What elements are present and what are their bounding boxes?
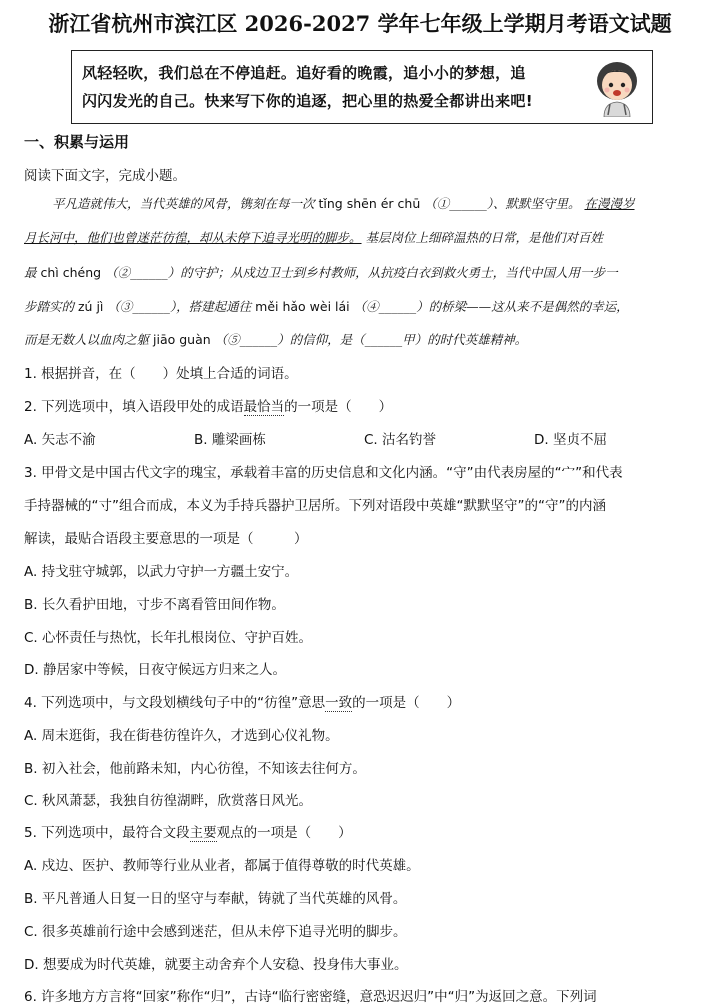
option-d[interactable]: D. 坚贞不屈 <box>534 432 607 448</box>
pinyin: chì chéng <box>40 265 102 280</box>
passage-line: 平凡造就伟大，当代英雄的风骨，镌刻在每一次 tǐng shēn ér chū （①______）、默默坚守里。 在漫漫岁 <box>52 196 635 211</box>
option-a[interactable]: A. 周末逛街，我在街巷彷徨许久，才选到心仪礼物。 <box>24 728 339 744</box>
motto-box <box>71 50 653 124</box>
option-a[interactable]: A. 戍边、医护、教师等行业从业者，都属于值得尊敬的时代英雄。 <box>24 858 420 874</box>
pinyin: tǐng shēn ér chū <box>318 196 421 211</box>
underlined-sentence: 月长河中，他们也曾迷茫彷徨，却从未停下追寻光明的脚步。 <box>24 230 362 245</box>
question-3-line: 3. 甲骨文是中国古代文字的瑰宝，承载着丰富的历史信息和文化内涵。“守”由代表房屋的“宀”和代表 <box>24 465 623 481</box>
question-6: 6. 许多地方方言将“回家”称作“归”，古诗“临行密密缝，意恐迟迟归”中“归”为返回之意。下列词 <box>24 989 597 1005</box>
pinyin: jiāo guàn <box>153 332 211 347</box>
passage-line: 最 chì chéng （②______）的守护；从戍边卫士到乡村教师，从抗疫白衣到救火勇士，当代中国人用一步一 <box>24 265 618 280</box>
exam-title: 浙江省杭州市滨江区 2026-2027 学年七年级上学期月考语文试题 <box>48 11 672 36</box>
section-heading: 一、积累与运用 <box>24 133 130 151</box>
pinyin: zú jì <box>78 299 104 314</box>
pinyin: měi hǎo wèi lái <box>255 299 350 314</box>
option-c[interactable]: C. 很多英雄前行途中会感到迷茫，但从未停下追寻光明的脚步。 <box>24 924 407 940</box>
motto-text <box>82 59 572 115</box>
passage-line: 而是无数人以血肉之躯 jiāo guàn （⑤______）的信仰，是（______甲）的时代英雄精神。 <box>24 332 528 347</box>
option-c[interactable]: C. 沽名钓誉 <box>364 432 437 448</box>
emphasis-dots: 主要 <box>189 825 217 841</box>
reading-instruction: 阅读下面文字，完成小题。 <box>24 168 186 184</box>
cartoon-child-icon <box>590 57 644 117</box>
question-3-line: 解读，最贴合语段主要意思的一项是（ ） <box>24 531 308 547</box>
question-2: 2. 下列选项中，填入语段甲处的成语最恰当的一项是（ ） <box>24 399 393 415</box>
option-a[interactable]: A. 持戈驻守城郭，以武力守护一方疆土安宁。 <box>24 564 299 580</box>
question-1: 1. 根据拼音，在（ ）处填上合适的词语。 <box>24 366 298 382</box>
emphasis-dots: 一致 <box>325 695 353 711</box>
option-b[interactable]: B. 平凡普通人日复一日的坚守与奉献，铸就了当代英雄的风骨。 <box>24 891 407 907</box>
emphasis-dots: 最恰当 <box>243 399 285 415</box>
underlined-sentence: 在漫漫岁 <box>584 196 635 211</box>
question-4: 4. 下列选项中，与文段划横线句子中的“彷徨”意思一致的一项是（ ） <box>24 695 461 711</box>
passage-line: 步踏实的 zú jì （③______），搭建起通往 měi hǎo wèi lái （④______）的桥梁——这从来不是偶然的幸运， <box>24 299 629 314</box>
option-b[interactable]: B. 雕梁画栋 <box>194 432 266 448</box>
question-5: 5. 下列选项中，最符合文段主要观点的一项是（ ） <box>24 825 352 841</box>
motto-line-1: 风轻轻吹，我们总在不停追赶。追好看的晚霞，追小小的梦想，追 <box>82 64 526 82</box>
motto-line-2: 闪闪发光的自己。快来写下你的追逐，把心里的热爱全都讲出来吧! <box>82 92 533 110</box>
question-3-line: 手持器械的“寸”组合而成，本义为手持兵器护卫居所。下列对语段中英雄“默默坚守”的“守”的内涵 <box>24 498 606 514</box>
option-a[interactable]: A. 矢志不渝 <box>24 432 96 448</box>
option-c[interactable]: C. 心怀责任与热忱，长年扎根岗位、守护百姓。 <box>24 630 313 646</box>
passage-line: 月长河中，他们也曾迷茫彷徨，却从未停下追寻光明的脚步。 基层岗位上细碎温热的日常，是他们对百姓 <box>24 230 604 245</box>
option-b[interactable]: B. 初入社会，他前路未知，内心彷徨，不知该去往何方。 <box>24 761 366 777</box>
option-c[interactable]: C. 秋风萧瑟，我独自彷徨湖畔，欣赏落日风光。 <box>24 793 313 809</box>
option-d[interactable]: D. 想要成为时代英雄，就要主动舍弃个人安稳、投身伟大事业。 <box>24 957 408 973</box>
option-d[interactable]: D. 静居家中等候，日夜守候远方归来之人。 <box>24 662 286 678</box>
option-b[interactable]: B. 长久看护田地，寸步不离看管田间作物。 <box>24 597 285 613</box>
